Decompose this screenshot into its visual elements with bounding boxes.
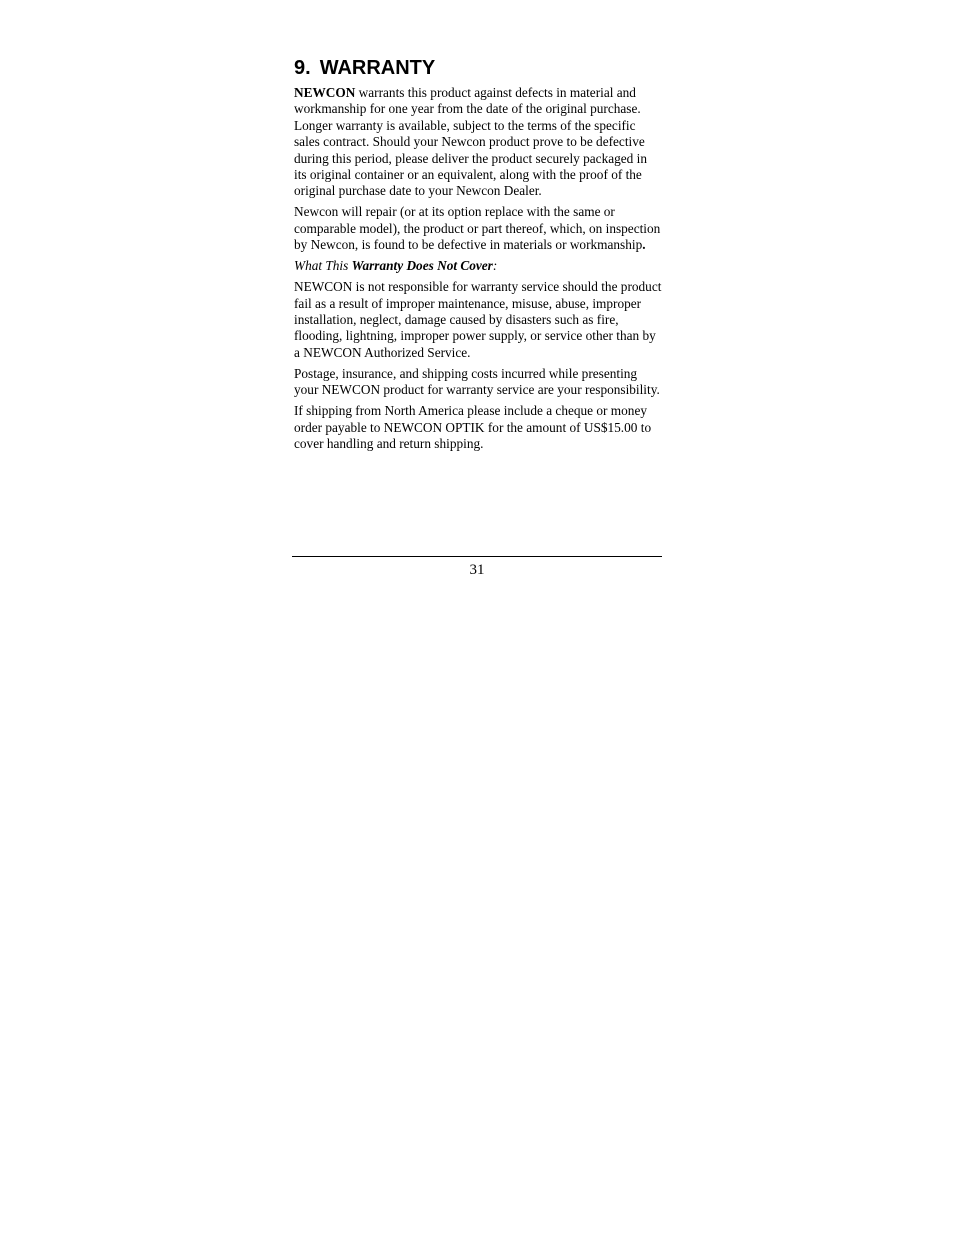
not-responsible-paragraph: NEWCON is not responsible for warranty service should the product fail as a result of improper maintenance, misuse, abuse, improper installation, neglect, damage caused by disasters such as fire, flooding, lightning, improper power supply, or service other than by a NEWCON Authorized Service.	[294, 279, 662, 360]
intro-paragraph	[294, 85, 662, 200]
section-heading	[294, 56, 435, 80]
not-covered-prefix: What This	[294, 258, 352, 274]
not-covered-heading	[294, 258, 662, 274]
postage-paragraph: Postage, insurance, and shipping costs incurred while presenting your NEWCON product for warranty service are your responsibility.	[294, 365, 660, 398]
brand-name: NEWCON	[294, 85, 356, 100]
shipping-paragraph: If shipping from North America please include a cheque or money order payable to NEWCON OPTIK for the amount of US$15.00 to cover handling and return shipping.	[294, 403, 652, 452]
not-covered-emphasis: Warranty Does Not Cover	[351, 258, 493, 274]
footer-rule	[292, 556, 662, 557]
repair-text: Newcon will repair (or at its option replace with the same or comparable model), the product or part thereof, which, on inspection by Newcon, is found to be defective in materials or workmanship	[294, 204, 661, 253]
page-number: 31	[469, 562, 485, 578]
section-number: 9.	[294, 57, 311, 79]
not-covered-suffix: :	[492, 258, 498, 274]
warranty-body	[294, 85, 662, 457]
section-title: WARRANTY	[319, 57, 436, 79]
repair-end-mark: .	[642, 237, 646, 253]
intro-text: warrants this product against defects in material and workmanship for one year from the date of the original purchase. Longer warranty is available, subject to the terms of the specific sales contract. Should your Newcon product prove to be defective during this period, please deliver the product securely packaged in its original container or an equivalent, along with the proof of the original purchase date to your Newcon Dealer.	[294, 85, 647, 199]
repair-paragraph	[294, 204, 662, 253]
